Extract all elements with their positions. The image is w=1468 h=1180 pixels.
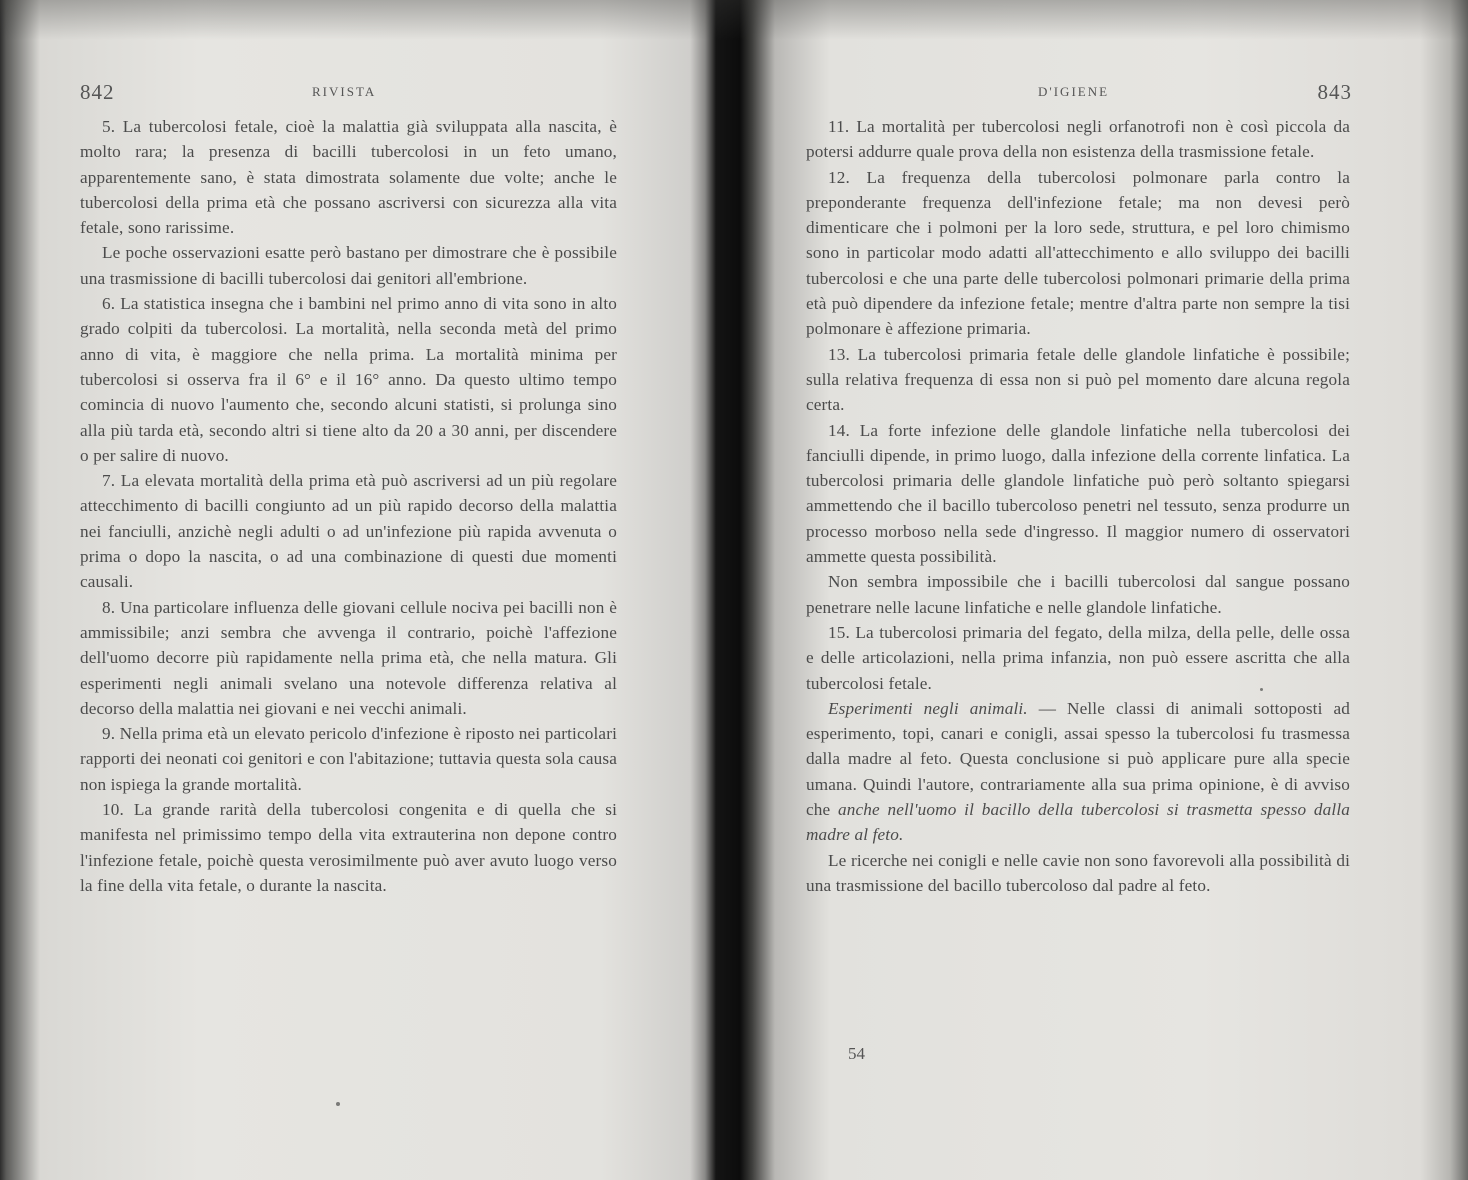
paragraph-15: 15. La tubercolosi primaria del fegato, della milza, della pelle, delle ossa e delle articolazioni, nella prima infanzia, non può essere ascritta che alla tubercolosi fetale. bbox=[806, 622, 1350, 693]
paragraph-12: 12. La frequenza della tubercolosi polmonare parla contro la preponderante frequenza dell'infezione fetale; ma non devesi però dimenticare che i polmoni per la loro sede, struttura, e pel loro chimismo sono in particolar modo adatti all'attecchimento e allo sviluppo dei bacilli tubercolosi e che una parte delle tubercolosi polmonari primarie della prima età può dipendere da infezione fetale; mentre d'altra parte non sempre la tisi polmonare è affezione primaria. bbox=[806, 167, 1350, 339]
paragraph-10: 10. La grande rarità della tubercolosi congenita e di quella che si manifesta nel primissimo tempo della vita extrauterina non depone contro l'infezione fetale, poichè questa verosimilmente può aver avuto luogo verso la fine della vita fetale, o durante la nascita. bbox=[80, 800, 617, 895]
right-body-text bbox=[806, 114, 1350, 898]
paper-speck bbox=[1260, 688, 1263, 691]
paragraph-11: 11. La mortalità per tubercolosi negli orfanotrofi non è così piccola da potersi addurre quale prova della non esistenza della trasmissione fetale. bbox=[806, 117, 1350, 162]
left-head-title: RIVISTA bbox=[312, 84, 377, 99]
left-body-text bbox=[80, 114, 617, 898]
paragraph-5: 5. La tubercolosi fetale, cioè la malattia già sviluppata alla nascita, è molto rara; la presenza di bacilli tubercolosi in un feto umano, apparentemente sano, è stata dimostrata solamente due volte; anche le tubercolosi della prima età che possano ascriversi con sicurezza alla vita fetale, sono rarissime. bbox=[80, 117, 617, 238]
signature-mark: 54 bbox=[848, 1044, 865, 1063]
experiments-conclusion: anche nell'uomo il bacillo della tubercolosi si trasmetta spesso dalla madre al feto. bbox=[806, 800, 1351, 845]
top-shadow bbox=[0, 0, 1468, 40]
final-paragraph: Le ricerche nei conigli e nelle cavie non sono favorevoli alla possibilità di una trasmissione del bacillo tubercoloso dal padre al feto. bbox=[806, 850, 1350, 895]
paragraph-8: 8. Una particolare influenza delle giovani cellule nociva pei bacilli non è ammissibile; anzi sembra che avvenga il contrario, poichè l'affezione dell'uomo decorre più rapidamente nella prima età, che nella matura. Gli esperimenti negli animali svelano una notevole differenza relativa al decorso della malattia nei giovani e nei vecchi animali. bbox=[80, 597, 617, 718]
paragraph-13: 13. La tubercolosi primaria fetale delle glandole linfatiche è possibile; sulla relativa frequenza di essa non si può pel momento dare alcuna regola certa. bbox=[806, 344, 1350, 415]
right-running-head bbox=[806, 80, 1350, 104]
left-folio: 842 bbox=[80, 80, 115, 104]
right-folio: 843 bbox=[1317, 80, 1352, 104]
left-running-head bbox=[80, 80, 617, 104]
paragraph-6: 6. La statistica insegna che i bambini nel primo anno di vita sono in alto grado colpiti da tubercolosi. La mortalità, nella seconda metà del primo anno di vita, è maggiore che nella prima. La mortalità minima per tubercolosi si osserva fra il 6° e il 16° anno. Da questo ultimo tempo comincia di nuovo l'aumento che, secondo alcuni statisti, si prolunga sino alla più tarda età, secondo altri si tiene alto da 20 a 30 anni, per discendere o per salire di nuovo. bbox=[80, 294, 617, 465]
paragraph-14: 14. La forte infezione delle glandole linfatiche nella tubercolosi dei fanciulli dipende, in primo luogo, dalla infezione della corrente linfatica. La tubercolosi primaria delle glandole linfatiche può però soltanto spiegarsi ammettendo che il bacillo tubercoloso penetri nel tessuto, senza produrre un processo morboso nella sede d'ingresso. Il maggior numero di osservatori ammette questa possibilità. bbox=[806, 420, 1350, 567]
experiments-paragraph bbox=[806, 696, 1350, 848]
experiments-heading: Esperimenti negli animali. bbox=[828, 698, 1028, 718]
paragraph-14-continued: Non sembra impossibile che i bacilli tubercolosi dal sangue possano penetrare nelle lacune linfatiche e nelle glandole linfatiche. bbox=[806, 572, 1350, 617]
paragraph-9: 9. Nella prima età un elevato pericolo d'infezione è riposto nei particolari rapporti dei neonati coi genitori e con l'abitazione; tuttavia questa sola causa non ispiega la grande mortalità. bbox=[80, 724, 617, 794]
paper-speck bbox=[336, 1102, 340, 1106]
paragraph-5-continued: Le poche osservazioni esatte però bastano per dimostrare che è possibile una trasmissione di bacilli tubercolosi dai genitori all'embrione. bbox=[80, 243, 617, 288]
experiments-text: — Nelle classi di animali sottoposti ad esperimento, topi, canari e conigli, assai spesso la tubercolosi fu trasmessa dalla madre al feto. Questa conclusione si può applicare pure alla specie umana. Quindi l'autore, contrariamente alla sua prima opinione, è di avviso che bbox=[806, 698, 1350, 820]
paragraph-7: 7. La elevata mortalità della prima età può ascriversi ad un più regolare attecchimento di bacilli congiunto ad un più rapido decorso della malattia nei fanciulli, anzichè negli adulti o ad un'infezione più rapida avvenuta o prima o dopo la nascita, o ad una combinazione di questi due momenti causali. bbox=[80, 471, 617, 592]
right-head-title: D'IGIENE bbox=[1038, 84, 1110, 99]
